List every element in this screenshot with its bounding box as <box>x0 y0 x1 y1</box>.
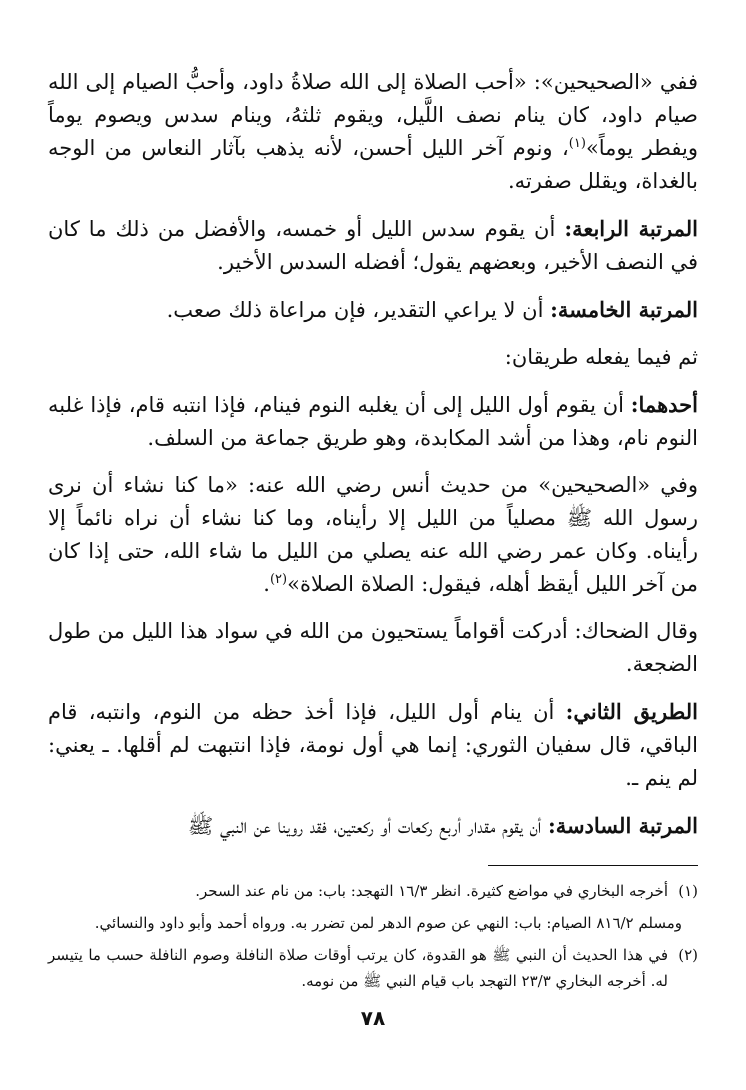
rank-six-heading: المرتبة السادسة: <box>547 813 698 838</box>
paragraph-rank-four <box>48 212 698 279</box>
rank-four-text: أن يقوم سدس الليل أو خمسه، والأفضل من ذلك ما كان في النصف الأخير، وبعضهم يقول؛ أفضله السدس الأخير. <box>48 217 698 274</box>
anas-hadith-tail: . <box>263 572 270 596</box>
footnote-2-number: (٢) <box>678 946 698 964</box>
paragraph-dahhak <box>48 615 698 681</box>
dahhak-text: وقال الضحاك: أدركت أقواماً يستحيون من الله في سواد هذا الليل من طول الضجعة. <box>48 619 698 676</box>
paragraph-1-tail: ، ونوم آخر الليل أحسن، لأنه يذهب بآثار النعاس من الوجه بالغداة، ويقلل صفرته. <box>48 136 698 193</box>
paragraph-two-ways <box>48 341 698 374</box>
footnote-2-text: في هذا الحديث أن النبي ﷺ هو القدوة، كان يرتب أوقات صلاة النافلة وصوم النافلة حسب ما يتيسر له. أخرجه البخاري ٢٣/٣ التهجد باب قيام النبي ﷺ من نومه. <box>48 946 668 990</box>
page-number: ٧٨ <box>360 1006 386 1030</box>
rank-five-text: أن لا يراعي التقدير، فإن مراعاة ذلك صعب. <box>166 298 551 322</box>
footnote-1-continuation <box>48 910 698 936</box>
paragraph-second-way <box>48 695 698 795</box>
rank-six-text: أن يقوم مقدار أربع ركعات أو ركعتين، فقد روينا عن النبي ﷺ <box>187 814 548 838</box>
paragraph-rank-five <box>48 293 698 327</box>
second-way-heading: الطريق الثاني: <box>565 699 698 724</box>
footnote-1 <box>48 878 698 904</box>
rank-five-heading: المرتبة الخامسة: <box>550 297 698 322</box>
paragraph-anas-hadith <box>48 469 698 601</box>
document-page <box>48 66 698 1090</box>
first-way-text: أن يقوم أول الليل إلى أن يغلبه النوم فينام، فإذا انتبه قام، فإذا غلبه النوم نام، وهذا من أشد المكابدة، وهو طريق جماعة من السلف. <box>48 393 698 450</box>
first-way-heading: أحدهما: <box>630 392 698 417</box>
footnote-2 <box>48 942 698 994</box>
second-way-text: أن ينام أول الليل، فإذا أخذ حظه من النوم، وانتبه، قام الباقي، قال سفيان الثوري: إنما هي أول نومة، فإذا انتبهت لم أقلها. ـ يعني: لم ينم ـ. <box>48 700 698 790</box>
footnote-1-number: (١) <box>678 882 698 900</box>
two-ways-text: ثم فيما يفعله طريقان: <box>504 345 698 369</box>
rank-four-heading: المرتبة الرابعة: <box>564 216 698 241</box>
paragraph-1-text: ففي «الصحيحين»: «أحب الصلاة إلى الله صلاةُ داود، وأحبُّ الصيام إلى الله صيام داود، كان ينام نصف اللَّيل، ويقوم ثلثهُ، وينام سدس ويصوم يوماً ويفطر يوماً» <box>48 70 698 160</box>
footnote-separator <box>488 865 698 866</box>
footnote-1-continuation-text: ومسلم ٨١٦/٢ الصيام: باب: النهي عن صوم الدهر لمن تضرر به. ورواه أحمد وأبو داود والنسائي. <box>94 914 682 932</box>
footnote-ref-2[interactable]: (٢) <box>269 572 288 587</box>
footnote-1-text: أخرجه البخاري في مواضع كثيرة. انظر ١٦/٣ التهجد: باب: من نام عند السحر. <box>195 882 668 900</box>
paragraph-1 <box>48 66 698 198</box>
footnote-ref-1[interactable]: (١) <box>568 136 586 151</box>
anas-hadith-text: وفي «الصحيحين» من حديث أنس رضي الله عنه: «ما كنا نشاء أن نرى رسول الله ﷺ مصلياً من الليل إلا رأيناه، وما كنا نشاء أن نراه نائماً إلا رأيناه. وكان عمر رضي الله عنه يصلي من الليل ما شاء الله، حتى إذا كان من آخر الليل أيقظ أهله، فيقول: الصلاة الصلاة» <box>48 473 698 596</box>
paragraph-first-way <box>48 388 698 455</box>
paragraph-rank-six <box>48 809 698 843</box>
